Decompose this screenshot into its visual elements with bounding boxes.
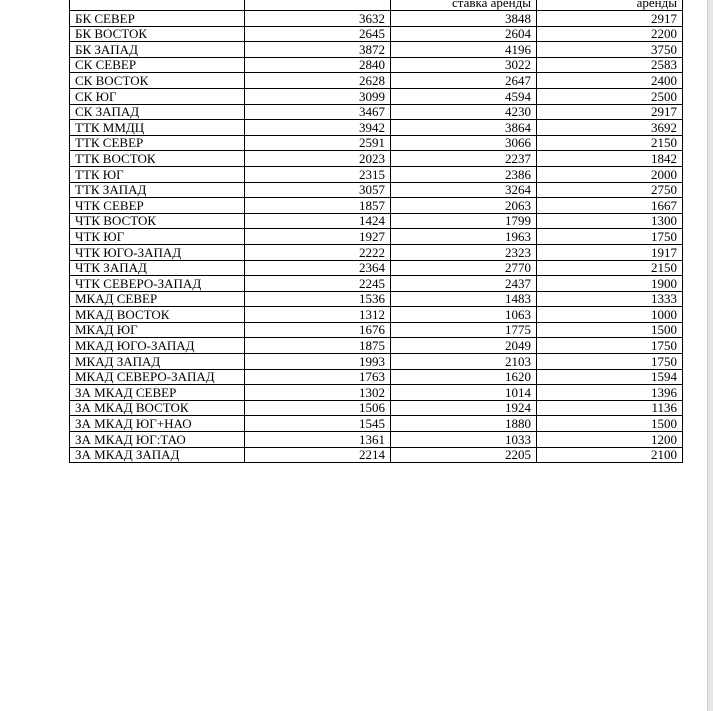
value-cell-col2: 3022 [391,57,537,73]
value-cell-col3: 1900 [537,276,683,292]
district-cell: СК СЕВЕР [70,57,245,73]
value-cell-col3: 2500 [537,88,683,104]
value-cell-col3: 2200 [537,26,683,42]
value-cell-col1: 3057 [245,182,391,198]
table-row [70,354,683,370]
district-cell: ЧТК ЮГО-ЗАПАД [70,244,245,260]
value-cell-col3: 3750 [537,42,683,58]
district-cell: МКАД ЮГО-ЗАПАД [70,338,245,354]
value-cell-col3: 1500 [537,322,683,338]
value-cell-col1: 2364 [245,260,391,276]
district-cell: ЗА МКАД ВОСТОК [70,400,245,416]
header-cell-col2: ставка аренды [391,0,537,11]
table-row [70,198,683,214]
value-cell-col1: 2214 [245,447,391,463]
district-cell: ЗА МКАД ЮГ:ТАО [70,432,245,448]
table-row [70,307,683,323]
district-cell: ТТК ЮГ [70,166,245,182]
value-cell-col2: 2770 [391,260,537,276]
value-cell-col1: 1536 [245,291,391,307]
value-cell-col3: 2000 [537,166,683,182]
value-cell-col1: 1361 [245,432,391,448]
value-cell-col3: 1500 [537,416,683,432]
header-cell-district [70,0,245,11]
value-cell-col3: 2150 [537,135,683,151]
value-cell-col2: 1014 [391,385,537,401]
district-cell: ЧТК ЗАПАД [70,260,245,276]
value-cell-col1: 2628 [245,73,391,89]
value-cell-col2: 2237 [391,151,537,167]
value-cell-col1: 1312 [245,307,391,323]
value-cell-col1: 2645 [245,26,391,42]
table-row [70,213,683,229]
table-row [70,11,683,27]
table-row [70,322,683,338]
value-cell-col3: 2917 [537,11,683,27]
value-cell-col2: 1963 [391,229,537,245]
table-row [70,416,683,432]
rent-rates-table [69,0,683,463]
value-cell-col1: 1927 [245,229,391,245]
value-cell-col1: 2315 [245,166,391,182]
value-cell-col1: 2222 [245,244,391,260]
value-cell-col2: 3066 [391,135,537,151]
table-row [70,88,683,104]
value-cell-col2: 4230 [391,104,537,120]
value-cell-col1: 1875 [245,338,391,354]
value-cell-col1: 1857 [245,198,391,214]
table-row [70,182,683,198]
page-edge-scrollbar [707,0,713,711]
district-cell: ЗА МКАД ЗАПАД [70,447,245,463]
value-cell-col2: 2437 [391,276,537,292]
value-cell-col3: 1594 [537,369,683,385]
table-row [70,276,683,292]
table-row [70,385,683,401]
district-cell: МКАД ЮГ [70,322,245,338]
table-row [70,120,683,136]
table-row [70,73,683,89]
value-cell-col2: 2647 [391,73,537,89]
value-cell-col3: 1842 [537,151,683,167]
district-cell: ТТК ВОСТОК [70,151,245,167]
district-cell: МКАД СЕВЕРО-ЗАПАД [70,369,245,385]
value-cell-col3: 3692 [537,120,683,136]
value-cell-col3: 1300 [537,213,683,229]
value-cell-col1: 3467 [245,104,391,120]
value-cell-col1: 3632 [245,11,391,27]
value-cell-col2: 4196 [391,42,537,58]
district-cell: ТТК СЕВЕР [70,135,245,151]
table-row [70,166,683,182]
table-row [70,244,683,260]
value-cell-col2: 1880 [391,416,537,432]
value-cell-col3: 1750 [537,229,683,245]
value-cell-col2: 2323 [391,244,537,260]
header-cell-col3: аренды [537,0,683,11]
table-row [70,447,683,463]
district-cell: СК ЗАПАД [70,104,245,120]
value-cell-col3: 1917 [537,244,683,260]
value-cell-col2: 1063 [391,307,537,323]
value-cell-col2: 2205 [391,447,537,463]
value-cell-col3: 2150 [537,260,683,276]
value-cell-col2: 3864 [391,120,537,136]
value-cell-col1: 3942 [245,120,391,136]
value-cell-col1: 2245 [245,276,391,292]
district-cell: МКАД ВОСТОК [70,307,245,323]
table-row [70,432,683,448]
value-cell-col3: 2100 [537,447,683,463]
value-cell-col2: 1775 [391,322,537,338]
value-cell-col3: 1750 [537,338,683,354]
value-cell-col1: 3099 [245,88,391,104]
value-cell-col1: 1993 [245,354,391,370]
district-cell: МКАД СЕВЕР [70,291,245,307]
value-cell-col1: 3872 [245,42,391,58]
district-cell: МКАД ЗАПАД [70,354,245,370]
value-cell-col2: 3848 [391,11,537,27]
value-cell-col2: 2049 [391,338,537,354]
value-cell-col3: 1667 [537,198,683,214]
table-row [70,369,683,385]
table-row [70,229,683,245]
value-cell-col1: 1763 [245,369,391,385]
value-cell-col3: 2400 [537,73,683,89]
table-row [70,400,683,416]
district-cell: ЗА МКАД ЮГ+НАО [70,416,245,432]
value-cell-col1: 2591 [245,135,391,151]
table-body [70,0,683,463]
header-cell-col1 [245,0,391,11]
value-cell-col3: 2917 [537,104,683,120]
value-cell-col1: 2023 [245,151,391,167]
table-row [70,291,683,307]
district-cell: ЧТК СЕВЕРО-ЗАПАД [70,276,245,292]
value-cell-col3: 2750 [537,182,683,198]
value-cell-col1: 1424 [245,213,391,229]
value-cell-col2: 2063 [391,198,537,214]
value-cell-col1: 2840 [245,57,391,73]
district-cell: БК СЕВЕР [70,11,245,27]
value-cell-col2: 3264 [391,182,537,198]
district-cell: СК ЮГ [70,88,245,104]
district-cell: ТТК ММДЦ [70,120,245,136]
value-cell-col1: 1676 [245,322,391,338]
district-cell: ЧТК ВОСТОК [70,213,245,229]
value-cell-col3: 1750 [537,354,683,370]
value-cell-col1: 1302 [245,385,391,401]
district-cell: ТТК ЗАПАД [70,182,245,198]
district-cell: ЧТК ЮГ [70,229,245,245]
value-cell-col2: 2386 [391,166,537,182]
district-cell: ЗА МКАД СЕВЕР [70,385,245,401]
table-row [70,260,683,276]
table-row [70,26,683,42]
value-cell-col3: 1136 [537,400,683,416]
value-cell-col3: 1333 [537,291,683,307]
value-cell-col2: 1033 [391,432,537,448]
table-row [70,135,683,151]
district-cell: БК ВОСТОК [70,26,245,42]
value-cell-col2: 4594 [391,88,537,104]
value-cell-col3: 1000 [537,307,683,323]
value-cell-col2: 1620 [391,369,537,385]
value-cell-col1: 1506 [245,400,391,416]
district-cell: ЧТК СЕВЕР [70,198,245,214]
district-cell: СК ВОСТОК [70,73,245,89]
table-row [70,338,683,354]
district-cell: БК ЗАПАД [70,42,245,58]
value-cell-col2: 1483 [391,291,537,307]
table-header-row [70,0,683,11]
value-cell-col2: 1799 [391,213,537,229]
table-row [70,104,683,120]
value-cell-col2: 2604 [391,26,537,42]
value-cell-col3: 1396 [537,385,683,401]
value-cell-col3: 1200 [537,432,683,448]
value-cell-col3: 2583 [537,57,683,73]
table-row [70,42,683,58]
value-cell-col2: 1924 [391,400,537,416]
value-cell-col1: 1545 [245,416,391,432]
value-cell-col2: 2103 [391,354,537,370]
table-row [70,151,683,167]
table-row [70,57,683,73]
